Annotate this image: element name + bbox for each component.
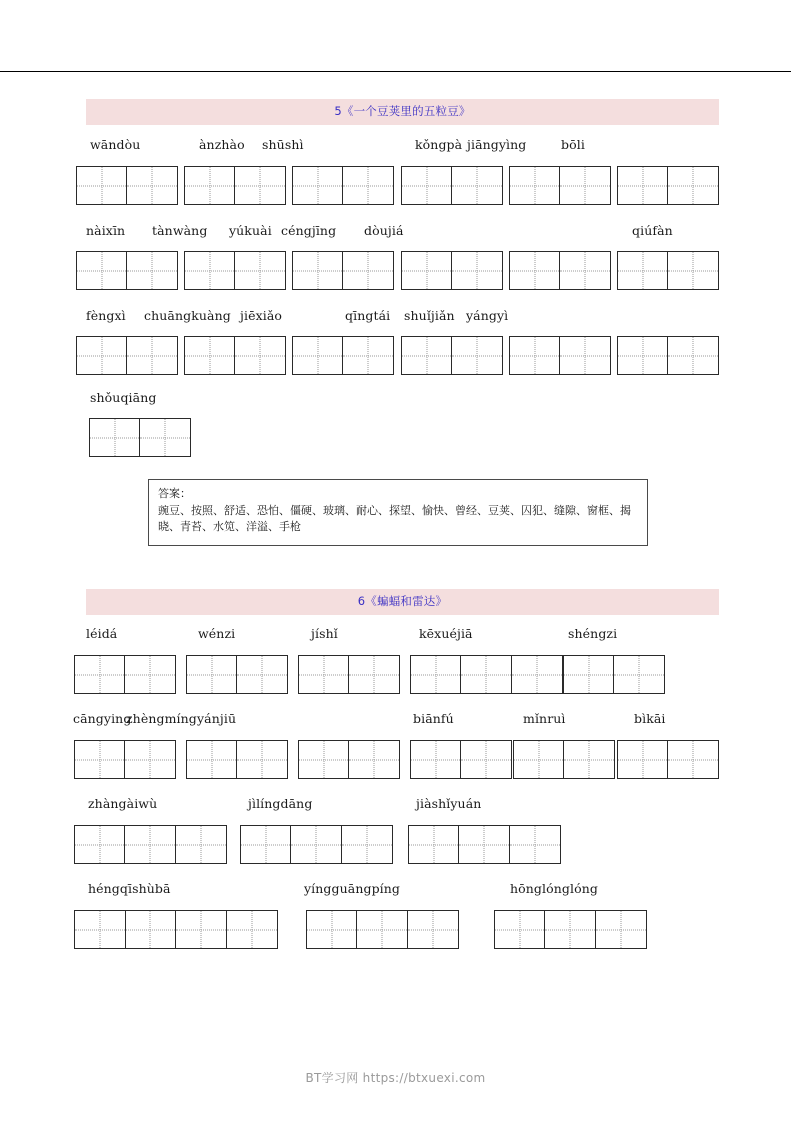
tianzige-cell[interactable] [125,656,175,693]
tianzige-cell[interactable] [596,911,646,948]
pinyin-s6-r4-c2: yíngguāngpíng [304,881,401,896]
tianzige-cell[interactable] [564,741,614,778]
pinyin-s6-r2-c3: yánjiū [197,711,237,726]
tianzige-cell[interactable] [411,741,461,778]
tianzige-cell[interactable] [75,656,125,693]
answer-text-5: 豌豆、按照、舒适、恐怕、僵硬、玻璃、耐心、探望、愉快、曾经、豆荚、囚犯、缝隙、窗框、揭晓、青苔、水笕、洋溢、手枪 [158,503,631,533]
pinyin-s5-r2-c4: céngjīng [281,223,337,238]
tianzige-cell[interactable] [564,656,614,693]
pinyin-s6-r1-c1: léidá [86,626,118,641]
tianzige-s5-r2-g1[interactable] [76,251,178,290]
tianzige-cell[interactable] [343,337,393,374]
tianzige-cell[interactable] [510,826,560,863]
tianzige-s5-r2-g3[interactable] [292,251,394,290]
pinyin-s5-r2-c2: tànwàng [152,223,208,238]
pinyin-s5-r1-c6: bōli [561,137,585,152]
answer-label-5: 答案： [158,487,191,500]
tianzige-cell[interactable] [77,167,127,204]
tianzige-cell[interactable] [127,337,177,374]
tianzige-s5-r4-g1[interactable] [89,418,191,457]
pinyin-s6-r3-c2: jìlíngdāng [248,796,313,811]
tianzige-cell[interactable] [125,741,175,778]
pinyin-s5-r1-c4: kǒngpà [415,137,463,152]
tianzige-cell[interactable] [126,911,177,948]
page-footer: BT学习网 https://btxuexi.com [305,1071,486,1085]
tianzige-cell[interactable] [187,741,237,778]
tianzige-cell[interactable] [237,741,287,778]
tianzige-cell[interactable] [514,741,564,778]
tianzige-cell[interactable] [668,167,718,204]
tianzige-s6-r2-g2[interactable] [186,740,288,779]
tianzige-cell[interactable] [560,252,610,289]
tianzige-cell[interactable] [291,826,341,863]
pinyin-s5-r1-c3: shūshì [262,137,304,152]
pinyin-s5-r2-c1: nàixīn [86,223,126,238]
pinyin-s6-r1-c2: wénzi [198,626,236,641]
tianzige-cell[interactable] [343,167,393,204]
tianzige-cell[interactable] [459,826,509,863]
tianzige-s6-r2-g3[interactable] [298,740,400,779]
header-divider [0,71,791,72]
tianzige-cell[interactable] [227,911,278,948]
tianzige-s6-r3-g1[interactable] [74,825,227,864]
tianzige-cell[interactable] [235,167,285,204]
tianzige-s6-r4-g2[interactable] [306,910,459,949]
pinyin-s6-r2-c2: zhèngmíng [126,711,197,726]
pinyin-s5-r1-c2: ànzhào [199,137,245,152]
pinyin-s5-r2-c3: yúkuài [229,223,272,238]
tianzige-cell[interactable] [293,167,343,204]
tianzige-cell[interactable] [408,911,458,948]
pinyin-s5-r3-c3: jiēxiǎo [240,308,282,323]
pinyin-s5-r2-c5: dòujiá [364,223,404,238]
pinyin-s6-r2-c5: mǐnruì [523,711,566,726]
tianzige-s5-r2-g4[interactable] [401,251,503,290]
pinyin-s6-r4-c3: hōnglónglóng [510,881,598,896]
tianzige-cell[interactable] [235,337,285,374]
tianzige-cell[interactable] [618,252,668,289]
tianzige-cell[interactable] [342,826,392,863]
tianzige-cell[interactable] [77,252,127,289]
tianzige-s6-r3-g2[interactable] [240,825,393,864]
tianzige-cell[interactable] [235,252,285,289]
tianzige-cell[interactable] [185,252,235,289]
pinyin-s6-r2-c1: cāngying [73,711,132,726]
tianzige-cell[interactable] [127,252,177,289]
pinyin-s5-r3-c2: chuāngkuàng [144,308,231,323]
tianzige-cell[interactable] [185,167,235,204]
tianzige-s5-r1-g5[interactable] [509,166,611,205]
tianzige-cell[interactable] [343,252,393,289]
tianzige-cell[interactable] [452,167,502,204]
tianzige-s6-r2-g1[interactable] [74,740,176,779]
tianzige-cell[interactable] [293,337,343,374]
tianzige-cell[interactable] [299,741,349,778]
tianzige-cell[interactable] [510,252,560,289]
tianzige-s6-r2-g4[interactable] [410,740,512,779]
pinyin-s6-r4-c1: héngqīshùbā [88,881,171,896]
pinyin-s6-r2-c4: biānfú [413,711,454,726]
tianzige-s6-r3-g3[interactable] [408,825,561,864]
pinyin-s6-r1-c4: kēxuéjiā [419,626,473,641]
tianzige-s5-r1-g3[interactable] [292,166,394,205]
tianzige-cell[interactable] [349,656,399,693]
tianzige-s6-r1-g4[interactable] [410,655,563,694]
tianzige-s5-r3-g4[interactable] [401,336,503,375]
section-header-6 [86,589,719,615]
tianzige-cell[interactable] [411,656,461,693]
tianzige-s6-r4-g1[interactable] [74,910,278,949]
tianzige-s5-r1-g1[interactable] [76,166,178,205]
pinyin-s5-r1-c1: wāndòu [90,137,141,152]
tianzige-s5-r1-g4[interactable] [401,166,503,205]
tianzige-cell[interactable] [176,911,227,948]
tianzige-cell[interactable] [140,419,190,456]
tianzige-s6-r2-g5[interactable] [513,740,615,779]
tianzige-cell[interactable] [668,252,718,289]
tianzige-cell[interactable] [409,826,459,863]
tianzige-cell[interactable] [545,911,595,948]
pinyin-s5-r3-c5: shuǐjiǎn [404,308,455,323]
tianzige-cell[interactable] [452,252,502,289]
tianzige-s5-r1-g2[interactable] [184,166,286,205]
tianzige-cell[interactable] [560,337,610,374]
tianzige-cell[interactable] [495,911,545,948]
pinyin-s5-r4-c1: shǒuqiāng [90,390,157,405]
pinyin-s6-r3-c1: zhàngàiwù [88,796,158,811]
tianzige-cell[interactable] [299,656,349,693]
tianzige-s5-r3-g1[interactable] [76,336,178,375]
pinyin-s5-r3-c6: yángyì [466,308,509,323]
tianzige-s5-r3-g5[interactable] [509,336,611,375]
tianzige-cell[interactable] [349,741,399,778]
tianzige-cell[interactable] [357,911,407,948]
tianzige-s6-r1-g1[interactable] [74,655,176,694]
section-title-5: 5《一个豆荚里的五粒豆》 [334,104,471,119]
pinyin-s6-r2-c6: bìkāi [634,711,666,726]
tianzige-cell[interactable] [668,741,718,778]
tianzige-cell[interactable] [176,826,226,863]
tianzige-s5-r1-g6[interactable] [617,166,719,205]
tianzige-cell[interactable] [237,656,287,693]
tianzige-cell[interactable] [461,741,511,778]
tianzige-cell[interactable] [452,337,502,374]
pinyin-s6-r1-c3: jíshǐ [311,626,338,641]
tianzige-cell[interactable] [618,741,668,778]
answer-box-5 [148,479,648,546]
tianzige-cell[interactable] [187,656,237,693]
tianzige-cell[interactable] [512,656,562,693]
tianzige-cell[interactable] [241,826,291,863]
tianzige-cell[interactable] [402,337,452,374]
tianzige-s5-r2-g5[interactable] [509,251,611,290]
section-header-5 [86,99,719,125]
tianzige-cell[interactable] [293,252,343,289]
tianzige-cell[interactable] [461,656,511,693]
tianzige-s5-r2-g6[interactable] [617,251,719,290]
tianzige-s6-r1-g3[interactable] [298,655,400,694]
tianzige-cell[interactable] [510,337,560,374]
tianzige-s6-r1-g5[interactable] [563,655,665,694]
pinyin-s5-r1-c5: jiāngyìng [467,137,527,152]
pinyin-s5-r2-c6: qiúfàn [632,223,673,238]
tianzige-s6-r1-g2[interactable] [186,655,288,694]
tianzige-s5-r3-g2[interactable] [184,336,286,375]
tianzige-cell[interactable] [75,826,125,863]
tianzige-cell[interactable] [125,826,175,863]
tianzige-cell[interactable] [618,167,668,204]
tianzige-cell[interactable] [402,252,452,289]
tianzige-cell[interactable] [402,167,452,204]
tianzige-s5-r2-g2[interactable] [184,251,286,290]
tianzige-cell[interactable] [618,337,668,374]
tianzige-s6-r2-g6[interactable] [617,740,719,779]
tianzige-cell[interactable] [77,337,127,374]
tianzige-s5-r3-g3[interactable] [292,336,394,375]
pinyin-s6-r3-c3: jiàshǐyuán [416,796,482,811]
tianzige-s5-r3-g6[interactable] [617,336,719,375]
tianzige-cell[interactable] [75,741,125,778]
tianzige-cell[interactable] [75,911,126,948]
tianzige-s6-r4-g3[interactable] [494,910,647,949]
tianzige-cell[interactable] [614,656,664,693]
tianzige-cell[interactable] [127,167,177,204]
tianzige-cell[interactable] [510,167,560,204]
tianzige-cell[interactable] [307,911,357,948]
tianzige-cell[interactable] [90,419,140,456]
pinyin-s5-r3-c1: fèngxì [86,308,126,323]
section-title-6: 6《蝙蝠和雷达》 [357,594,448,609]
tianzige-cell[interactable] [560,167,610,204]
tianzige-cell[interactable] [185,337,235,374]
pinyin-s5-r3-c4: qīngtái [345,308,391,323]
tianzige-cell[interactable] [668,337,718,374]
pinyin-s6-r1-c5: shéngzi [568,626,618,641]
